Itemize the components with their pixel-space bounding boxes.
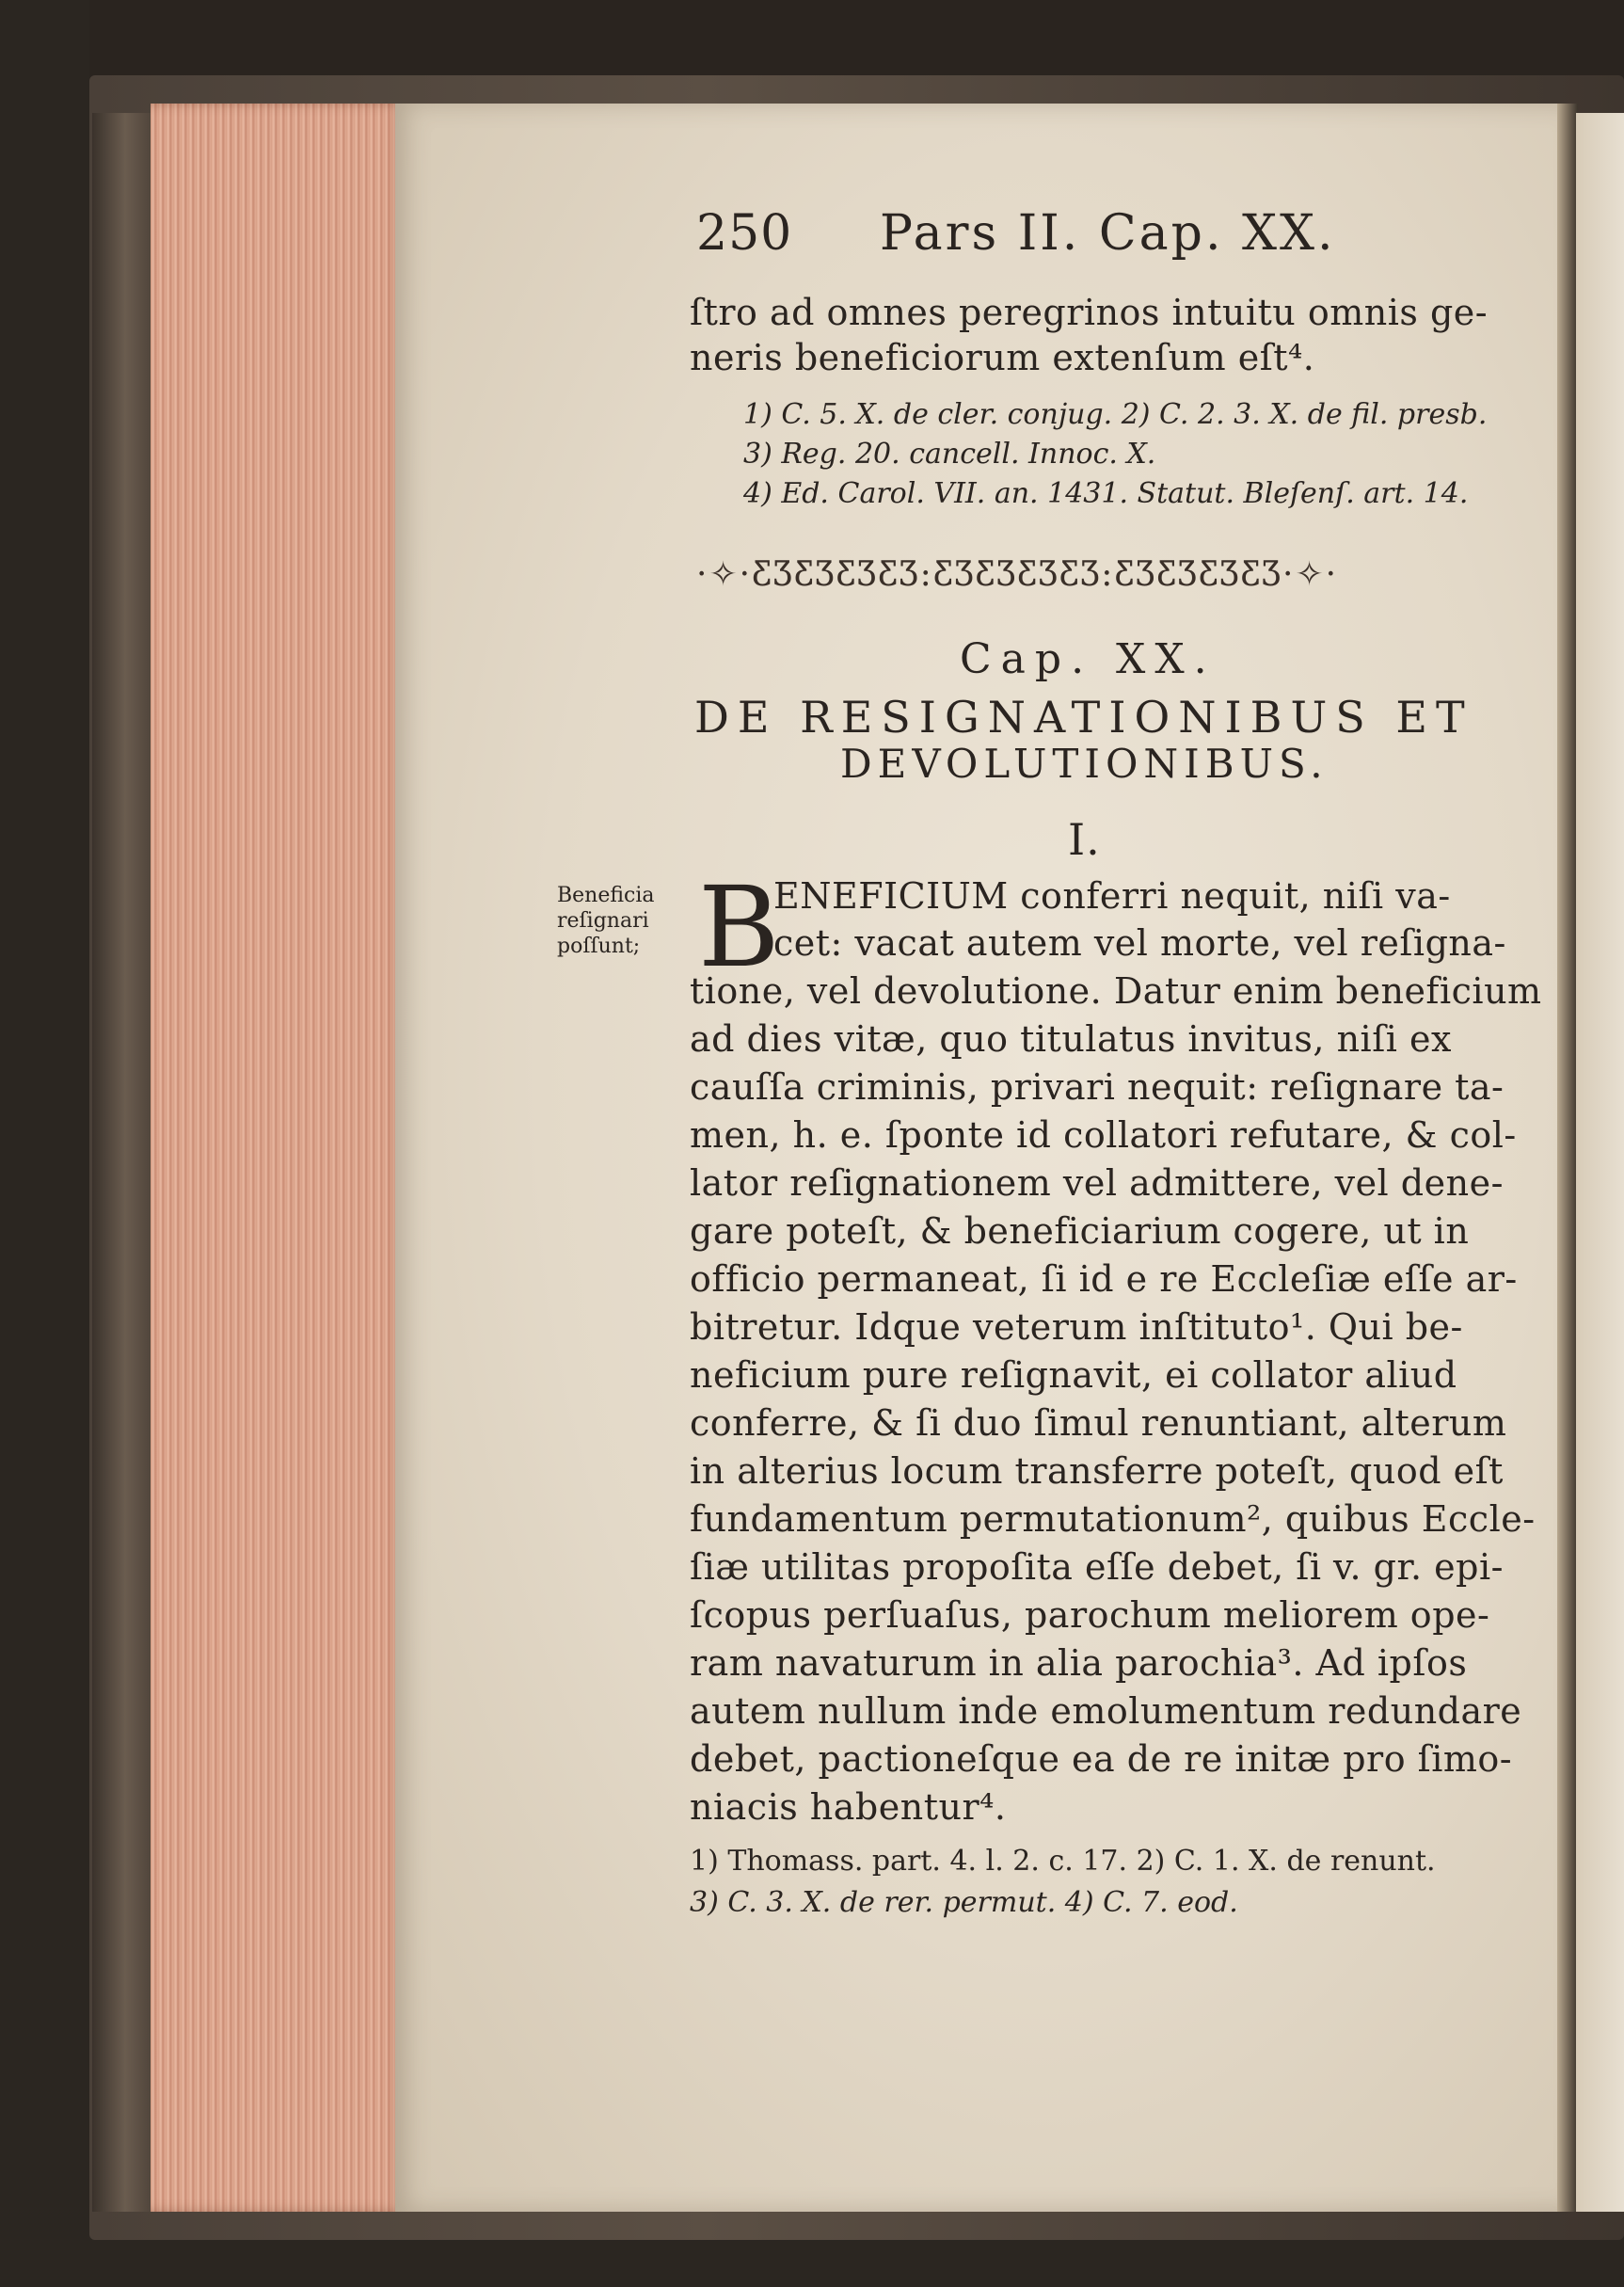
- paragraph-line: ſiæ utilitas propoſita eſſe debet, ſi v. gr. epi-: [690, 1546, 1504, 1588]
- paragraph-line: men, h. e. ſponte id collatori refutare, & col-: [690, 1114, 1517, 1156]
- ornamental-rule: ·✧·ƸƷƸƷƸƷƸƷ:ƸƷƸƷƸƷƸƷ:ƸƷƸƷƸƷƸƷ·✧·: [696, 555, 1339, 594]
- paragraph-line: cet: vacat autem vel morte, vel reſigna-: [773, 922, 1506, 964]
- facing-page-edge: [1576, 113, 1624, 2212]
- footnote-line: 4) Ed. Carol. VII. an. 1431. Statut. Bleſenſ. art. 14.: [743, 477, 1469, 510]
- running-title: Pars II. Cap. XX.: [880, 205, 1336, 262]
- chapter-title-line: DE RESIGNATIONIBUS ET: [694, 692, 1473, 743]
- paragraph-line: lator reſignationem vel admittere, vel dene-: [690, 1162, 1504, 1204]
- book-gutter: [1557, 104, 1578, 2212]
- paragraph-line: officio permaneat, ſi id e re Eccleſiæ eſſe ar-: [690, 1258, 1518, 1300]
- paragraph-line: tione, vel devolutione. Datur enim beneficium: [690, 970, 1542, 1012]
- marginal-note-line: poſſunt;: [557, 935, 641, 958]
- footnote-line: 1) Thomass. part. 4. l. 2. c. 17. 2) C. 1. X. de renunt.: [690, 1845, 1436, 1878]
- page-number: 250: [696, 205, 793, 262]
- paragraph-line: gare poteſt, & beneficiarium cogere, ut in: [690, 1210, 1470, 1252]
- paragraph-line: ram navaturum in alia parochia³. Ad ipſos: [690, 1642, 1468, 1684]
- drop-cap: B: [698, 862, 780, 992]
- continued-text-line: neris beneficiorum extenſum eſt⁴.: [690, 337, 1315, 378]
- chapter-title-line: DEVOLUTIONIBUS.: [840, 741, 1329, 787]
- paragraph-line: ſcopus perſuaſus, parochum meliorem ope-: [690, 1594, 1490, 1636]
- page-edges: [151, 104, 405, 2212]
- marginal-note-line: reſignari: [557, 909, 649, 933]
- footnote-line: 3) C. 3. X. de rer. permut. 4) C. 7. eod.: [690, 1886, 1238, 1919]
- paragraph-line: niacis habentur⁴.: [690, 1786, 1007, 1828]
- footnote-line: 3) Reg. 20. cancell. Innoc. X.: [743, 438, 1156, 471]
- paragraph-line: conferre, & ſi duo ſimul renuntiant, alterum: [690, 1402, 1507, 1444]
- continued-text-line: ſtro ad omnes peregrinos intuitu omnis ge-: [690, 292, 1489, 333]
- paragraph-line: fundamentum permutationum², quibus Eccle-: [690, 1498, 1536, 1540]
- paragraph-line: debet, pactioneſque ea de re initæ pro ſimo-: [690, 1738, 1513, 1780]
- section-number: I.: [1068, 814, 1101, 865]
- paragraph-line: ENEFICIUM conferri nequit, niſi va-: [773, 875, 1451, 917]
- paragraph-line: cauſſa criminis, privari nequit: reſignare ta-: [690, 1066, 1505, 1108]
- footnote-line: 1) C. 5. X. de cler. conjug. 2) C. 2. 3. X. de fil. presb.: [743, 398, 1488, 431]
- paragraph-line: neficium pure reſignavit, ei collator aliud: [690, 1354, 1457, 1396]
- marginal-note-line: Beneficia: [557, 884, 655, 907]
- paragraph-line: ad dies vitæ, quo titulatus invitus, niſi ex: [690, 1018, 1452, 1060]
- paragraph-line: autem nullum inde emolumentum redundare: [690, 1690, 1522, 1732]
- paragraph-line: bitretur. Idque veterum inſtituto¹. Qui be-: [690, 1306, 1463, 1348]
- paragraph-line: in alterius locum transferre poteſt, quod eſt: [690, 1450, 1504, 1492]
- book-spine-edge: [92, 113, 158, 2212]
- chapter-label: Cap. XX.: [960, 635, 1217, 683]
